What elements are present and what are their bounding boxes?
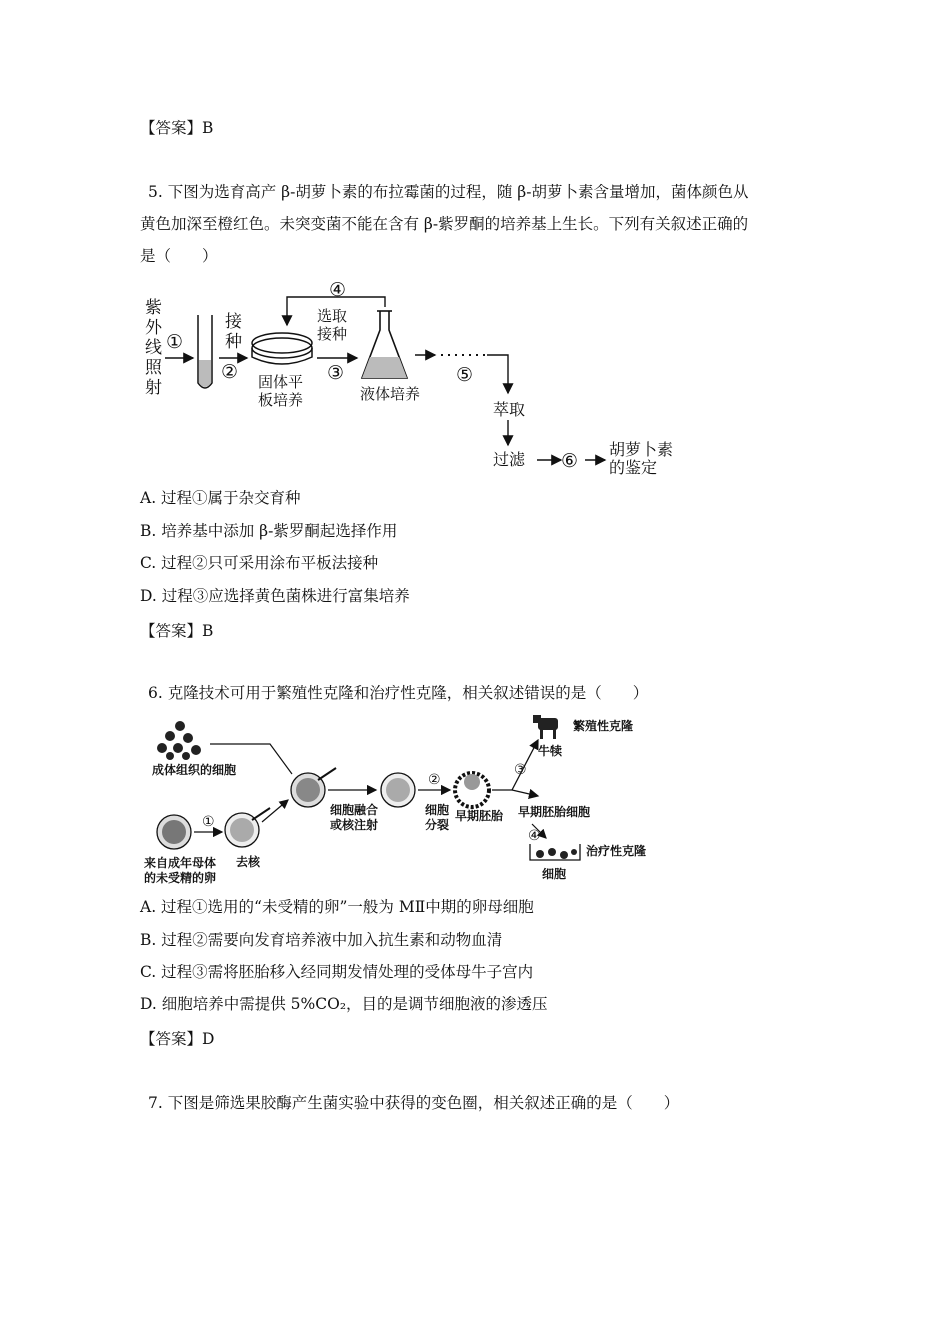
- step-1-label: ①: [166, 331, 184, 353]
- calf-icon: [533, 715, 558, 739]
- q5-answer: 【答案】B: [140, 622, 214, 640]
- ident-label-2: 的鉴定: [609, 458, 658, 477]
- inoculate-label-2: 种: [225, 332, 242, 352]
- q6-answer: 【答案】D: [140, 1030, 215, 1048]
- inoculate-label-1: 接: [225, 312, 242, 332]
- thera-clone-label: 治疗性克隆: [586, 844, 647, 858]
- liquid-label: 液体培养: [360, 385, 421, 403]
- division-label-1: 细胞: [425, 803, 450, 817]
- q6-stem: 6. 克隆技术可用于繁殖性克隆和治疗性克隆，相关叙述错误的是（ ）: [148, 684, 649, 702]
- q5-option-b: B. 培养基中添加 β-紫罗酮起选择作用: [140, 522, 398, 540]
- select-label-1: 选取: [317, 307, 348, 325]
- q6-step-4-label: ④: [528, 828, 541, 844]
- ident-label-1: 胡萝卜素: [609, 440, 674, 459]
- plate-label-1: 固体平: [258, 373, 304, 391]
- q5-option-a: A. 过程①属于杂交育种: [140, 489, 301, 507]
- step-2-label: ②: [221, 361, 239, 383]
- filter-label: 过滤: [493, 450, 526, 469]
- early-cells-label: 早期胚胎细胞: [518, 805, 591, 819]
- egg-label-2: 的未受精的卵: [144, 871, 217, 885]
- q5-figure: [135, 275, 695, 480]
- q5-stem-line1: 5. 下图为选育高产 β-胡萝卜素的布拉霉菌的过程，随 β-胡萝卜素含量增加，菌体颜色从: [148, 183, 749, 201]
- q6-option-a: A. 过程①选用的“未受精的卵”一般为 MⅡ中期的卵母细胞: [140, 898, 534, 916]
- q6-option-c: C. 过程③需将胚胎移入经同期发情处理的受体母牛子宫内: [140, 963, 534, 981]
- step-3-label: ③: [327, 362, 345, 384]
- repro-clone-label: 繁殖性克隆: [573, 719, 634, 733]
- plate-label-2: 板培养: [258, 391, 304, 409]
- uv-label-4: 照: [145, 358, 162, 378]
- q5-stem-line2: 黄色加深至橙红色。未突变菌不能在含有 β-紫罗酮的培养基上生长。下列有关叙述正确的: [140, 215, 749, 233]
- q6-step-1-label: ①: [202, 814, 215, 830]
- q6-figure: [140, 712, 680, 887]
- adult-cells: [157, 721, 201, 760]
- cells-label: 细胞: [542, 867, 567, 881]
- step-6-label: ⑥: [561, 450, 579, 472]
- step-5-label: ⑤: [456, 364, 474, 386]
- embryo-label: 早期胚胎: [455, 809, 504, 823]
- select-label-2: 接种: [317, 325, 348, 343]
- step-4-label: ④: [329, 279, 347, 301]
- q5-option-c: C. 过程②只可采用涂布平板法接种: [140, 554, 379, 572]
- q6-option-b: B. 过程②需要向发育培养液中加入抗生素和动物血清: [140, 931, 503, 949]
- q6-step-2-label: ②: [428, 772, 441, 788]
- enucleate-label: 去核: [236, 855, 261, 869]
- uv-label-3: 线: [145, 338, 162, 358]
- egg-label-1: 来自成年母体: [144, 856, 217, 870]
- q6-step-3-label: ③: [514, 762, 527, 778]
- uv-label-5: 射: [145, 378, 162, 398]
- calf-label: 牛犊: [538, 744, 563, 758]
- petri-dish: [252, 333, 312, 364]
- uv-label-2: 外: [145, 318, 162, 338]
- answer-prev: 【答案】B: [140, 119, 214, 137]
- q5-stem-line3: 是（ ）: [140, 247, 218, 265]
- q7-stem: 7. 下图是筛选果胶酶产生菌实验中获得的变色圈，相关叙述正确的是（ ）: [148, 1094, 680, 1112]
- fusion-label-2: 或核注射: [330, 818, 379, 832]
- q5-option-d: D. 过程③应选择黄色菌株进行富集培养: [140, 587, 410, 605]
- extract-label: 萃取: [493, 400, 526, 419]
- uv-label-1: 紫: [145, 298, 162, 318]
- fusion-label-1: 细胞融合: [330, 803, 379, 817]
- adult-cells-label: 成体组织的细胞: [152, 763, 237, 777]
- division-label-2: 分裂: [425, 818, 450, 832]
- q6-option-d: D. 细胞培养中需提供 5%CO₂，目的是调节细胞液的渗透压: [140, 995, 548, 1013]
